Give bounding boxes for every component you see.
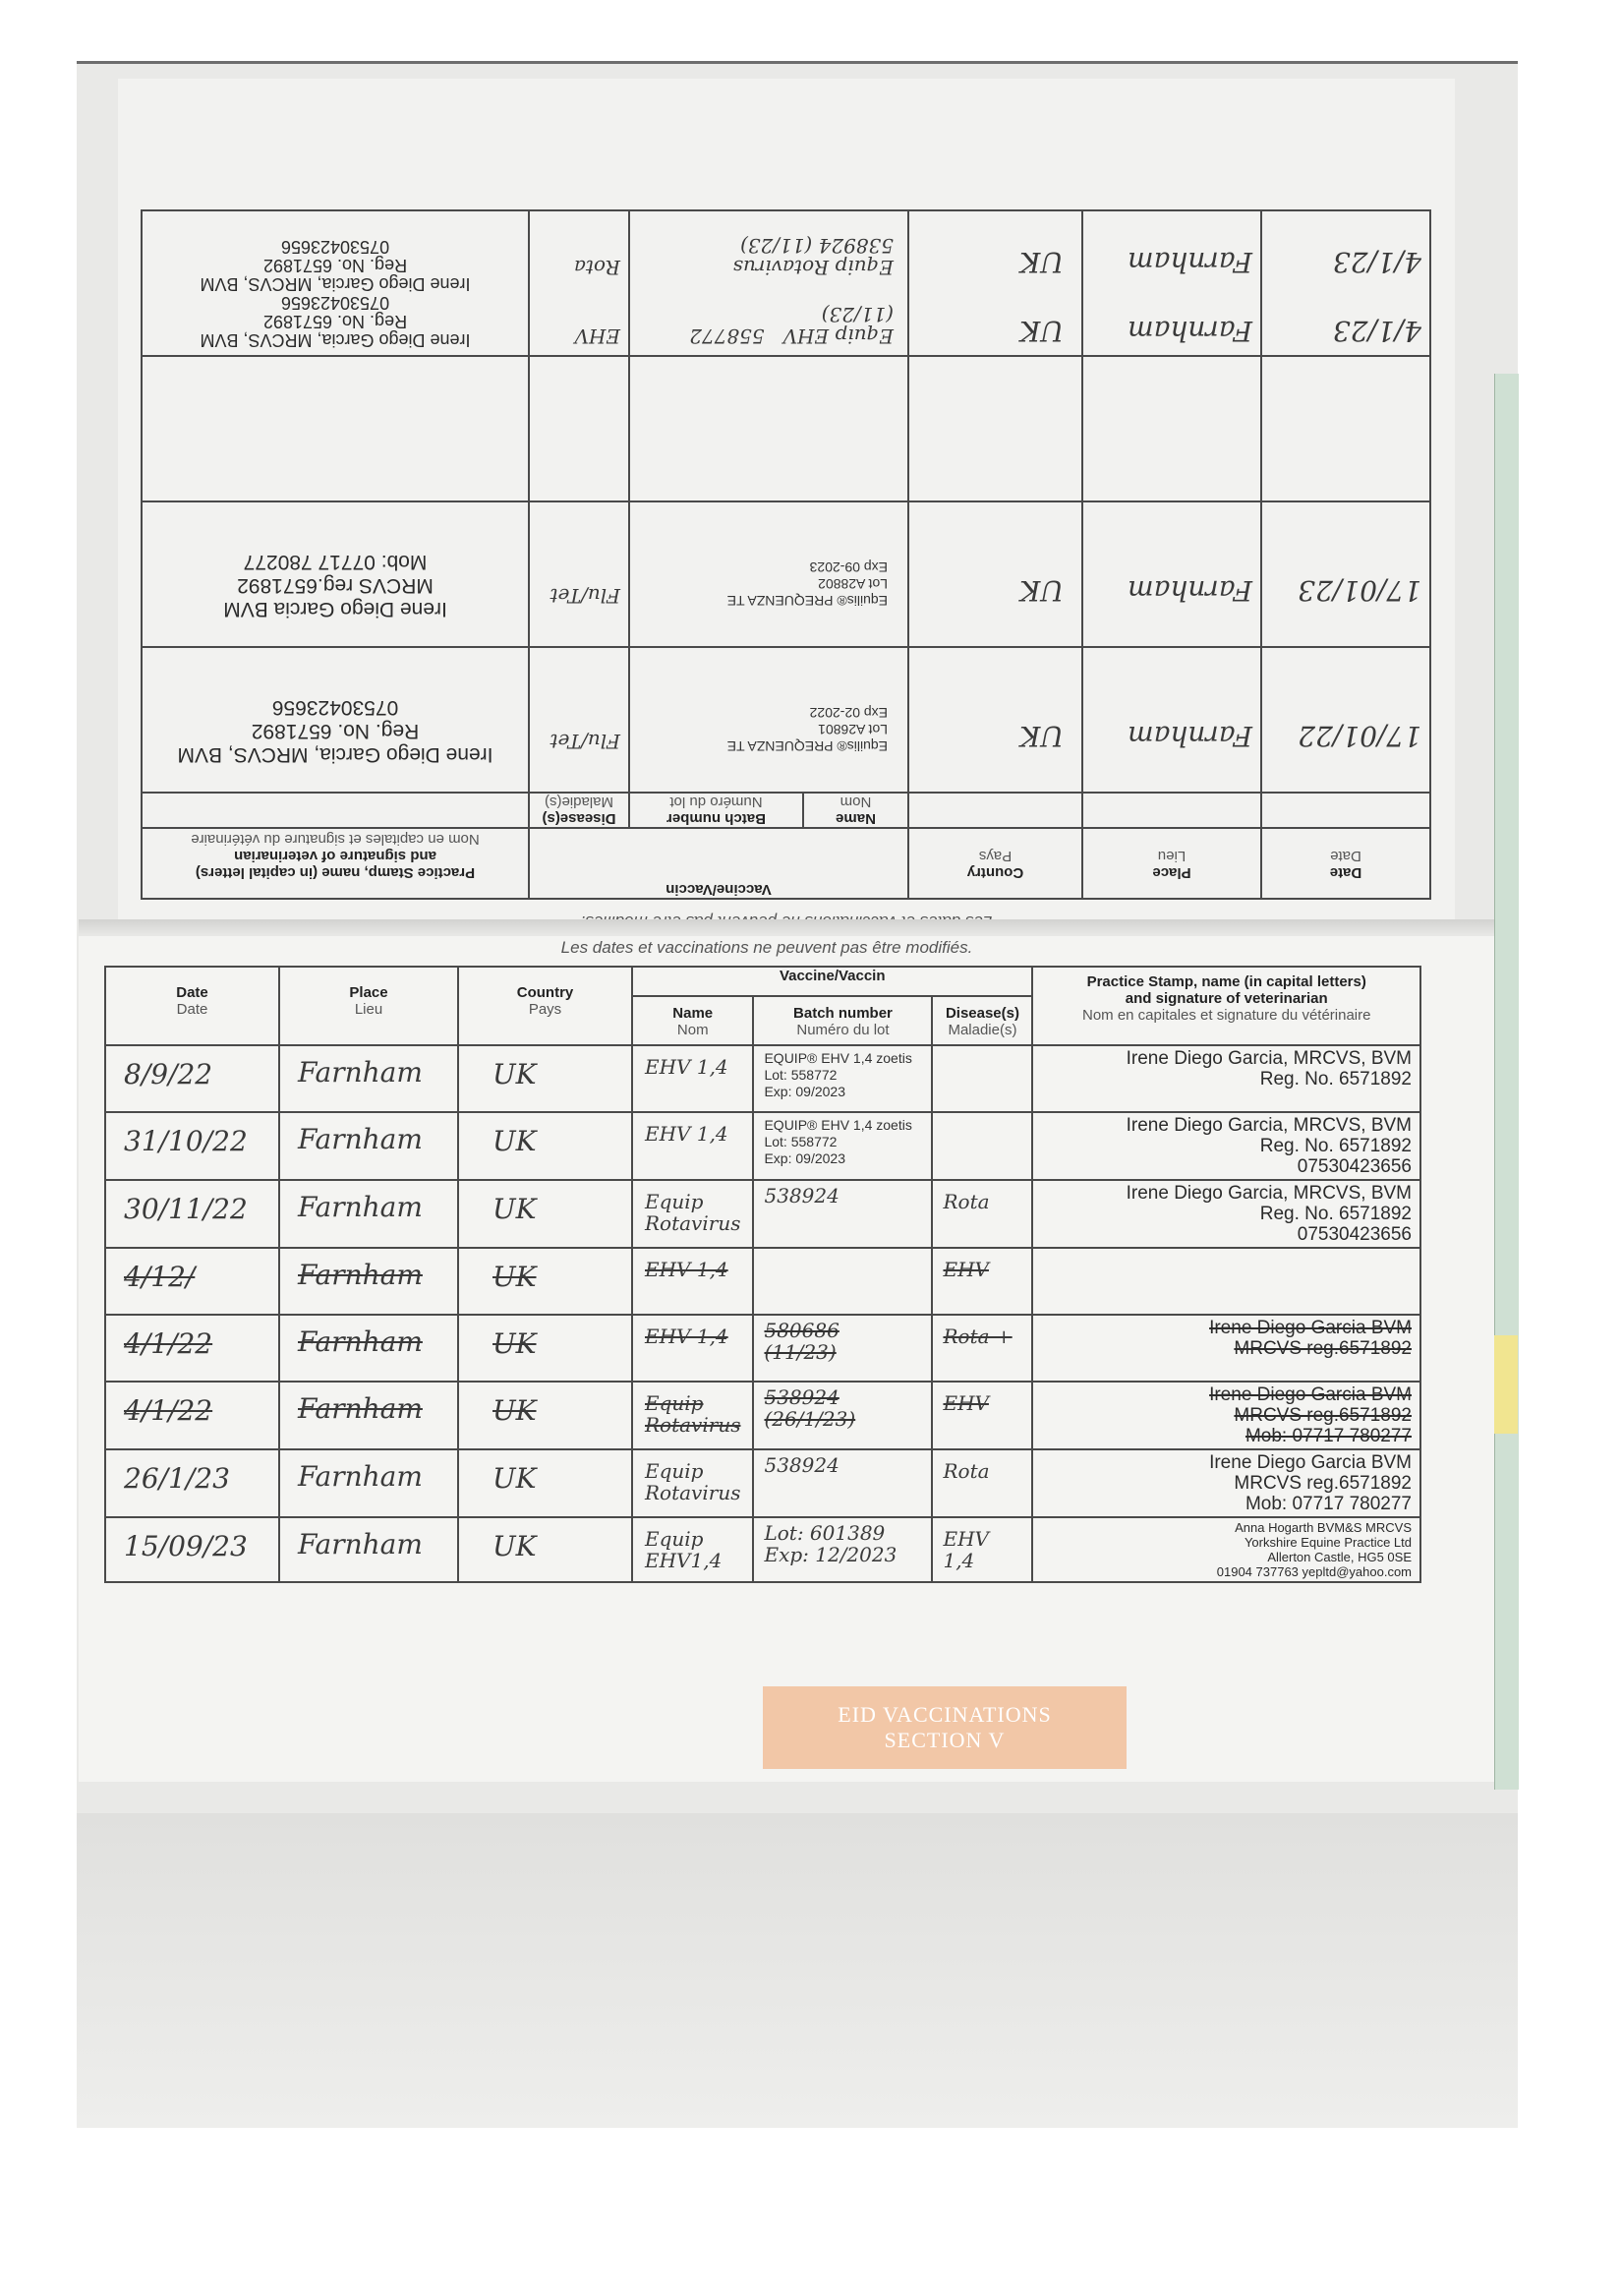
vet-stamp: Irene Diego Garcia, MRCVS, BVM Reg. No. 6571892 07530423656 (142, 647, 529, 793)
col-batch: Batch number Numéro du lot (629, 793, 803, 828)
col-date: Date Date (105, 967, 279, 1045)
batch-line: Exp: 09/2023 (764, 1150, 845, 1166)
col-place: Place Lieu (1082, 828, 1261, 899)
lower-rows (105, 1045, 1420, 1582)
scan-background (77, 1813, 1518, 2128)
upper-rows (142, 210, 1430, 793)
col-disease: Disease(s) Maladie(s) (529, 793, 629, 828)
lower-vaccination-table (104, 966, 1421, 1583)
table-row: 15/09/23 Farnham UK Equip EHV1,4 Lot: 601389 Exp: 12/2023 EHV 1,4 Anna Hogarth BVM&S MRCVS Yorkshire Equine Practice Ltd Allerton Castle, HG5 0SE 01904 737763 yepltd@yahoo.com (105, 1517, 1420, 1582)
col-country: Country Pays (908, 828, 1082, 899)
vet-stamp: Irene Diego Garcia, MRCVS, BVM Reg. No. 6571892 07530423656 (1032, 1112, 1420, 1180)
batch-line: EQUIP® EHV 1,4 zoetis (764, 1050, 912, 1066)
table-row-empty (142, 356, 1430, 501)
exp-value: 02-2022 (809, 705, 860, 721)
lot-value: A28802 (818, 576, 866, 592)
vet-stamp: Irene Diego Garcia BVM MRCVS reg.6571892 Mob: 07717 780277 (1032, 1382, 1420, 1449)
col-vaccine: Vaccine/Vaccin (529, 828, 908, 899)
batch-line: Lot: 558772 (764, 1134, 838, 1149)
upper-vaccination-table (141, 209, 1431, 900)
table-row: 26/1/23 Farnham UK Equip Rotavirus 538924 Rota Irene Diego Garcia BVM MRCVS reg.6571892 Mob: 07717 780277 (105, 1449, 1420, 1517)
col-vaccine: Vaccine/Vaccin (632, 967, 1032, 996)
exp-value: 09-2023 (809, 559, 860, 575)
batch-line: 538924 (764, 1184, 839, 1207)
table-row: 4/12/ Farnham UK EHV 1,4 EHV (105, 1248, 1420, 1315)
batch-line: Exp: 12/2023 (764, 1543, 897, 1566)
table-row: 17/01/22 Farnham UK Equilis® PREQUENZA TE Lot A26801 Exp 02-2022 Flu/Tet Irene Diego Garcia, MRCVS, BVM Reg. No. 6571892 07530423656 (142, 647, 1430, 793)
batch-line: Lot: 601389 (764, 1521, 886, 1545)
batch-line: Exp: 09/2023 (764, 1084, 845, 1099)
vet-stamp: Irene Diego Garcia BVM MRCVS reg.6571892 Mob: 07717 780277 (142, 501, 529, 647)
col-batch: Batch number Numéro du lot (753, 996, 932, 1045)
col-country: Country Pays (458, 967, 632, 1045)
upper-page (118, 79, 1455, 919)
table-row: 4/1/23 4/1/23 Farnham Farnham UK UK Equip EHV 558772 (11/23) Equip Rotavirus 538924 (11/23) EHV Rota Irene Diego Garcia, MRCVS, BVM Reg. No. 6571892 07530423656 Irene Diego Garcia, MRCVS, BVM Reg. No. 6571892 07530423656 (142, 210, 1430, 356)
batch-line: 538924 (26/1/23) (764, 1385, 856, 1431)
section-banner: EID VACCINATIONS SECTION V (763, 1686, 1127, 1769)
vet-stamp: Irene Diego Garcia, MRCVS, BVM Reg. No. 6571892 07530423656 Irene Diego Garcia, MRCVS, BVM Reg. No. 6571892 07530423656 (142, 210, 529, 356)
vet-stamp: Irene Diego Garcia BVM MRCVS reg.6571892 Mob: 07717 780277 (1032, 1449, 1420, 1517)
col-name: Name Nom (632, 996, 753, 1045)
table-row: 17/01/23 Farnham UK Equilis® PREQUENZA TE Lot A28802 Exp 09-2023 Flu/Tet Irene Diego Garcia BVM MRCVS reg.6571892 Mob: 07717 780277 (142, 501, 1430, 647)
vaccine-label: Equilis® PREQUENZA TE (726, 738, 888, 754)
col-date: Date Date (1261, 828, 1430, 899)
passport-cover-edge (1494, 374, 1519, 1790)
vet-stamp (1032, 1248, 1420, 1315)
col-name: Name Nom (803, 793, 908, 828)
batch-line: 580686 (764, 1319, 839, 1342)
col-stamp: Practice Stamp, name (in capital letters) and signature of veterinarian Nom en capitales et signature du vétérinaire (1032, 967, 1420, 1045)
lot-value: A26801 (818, 722, 866, 737)
batch-line: Lot: 558772 (764, 1067, 838, 1083)
col-place: Place Lieu (279, 967, 458, 1045)
col-disease: Disease(s) Maladie(s) (932, 996, 1032, 1045)
col-stamp: Practice Stamp, name (in capital letters) and signature of veterinarian Nom en capitales et signature du vétérinaire (142, 828, 529, 899)
batch-line: 538924 (764, 1453, 839, 1477)
vaccine-label: Equilis® PREQUENZA TE (726, 593, 888, 609)
vet-stamp: Irene Diego Garcia, MRCVS, BVM Reg. No. 6571892 07530423656 (1032, 1180, 1420, 1248)
table-row: 30/11/22 Farnham UK Equip Rotavirus 538924 Rota Irene Diego Garcia, MRCVS, BVM Reg. No. 6571892 07530423656 (105, 1180, 1420, 1248)
vet-stamp: Anna Hogarth BVM&S MRCVS Yorkshire Equine Practice Ltd Allerton Castle, HG5 0SE 01904 737763 yepltd@yahoo.com (1032, 1517, 1420, 1582)
batch-line: (11/23) (764, 1340, 837, 1364)
table-row: 4/1/22 Farnham UK Equip Rotavirus 538924 (26/1/23) EHV Irene Diego Garcia BVM MRCVS reg.6571892 Mob: 07717 780277 (105, 1382, 1420, 1449)
vet-stamp: Irene Diego Garcia BVM MRCVS reg.6571892 (1032, 1315, 1420, 1382)
table-row: 4/1/22 Farnham UK EHV 1,4 580686 (11/23) Rota + Irene Diego Garcia BVM MRCVS reg.6571892 (105, 1315, 1420, 1382)
notice-text-fr: Les dates et vaccinations ne peuvent pas être modifiés. (560, 938, 973, 957)
table-row: 8/9/22 Farnham UK EHV 1,4 EQUIP® EHV 1,4 zoetis Lot: 558772 Exp: 09/2023 Irene Diego Garcia, MRCVS, BVM Reg. No. 6571892 (105, 1045, 1420, 1112)
vet-stamp: Irene Diego Garcia, MRCVS, BVM Reg. No. 6571892 (1032, 1045, 1420, 1112)
table-row: 31/10/22 Farnham UK EHV 1,4 EQUIP® EHV 1,4 zoetis Lot: 558772 Exp: 09/2023 Irene Diego Garcia, MRCVS, BVM Reg. No. 6571892 07530423656 (105, 1112, 1420, 1180)
lower-page (79, 936, 1494, 1782)
batch-line: EQUIP® EHV 1,4 zoetis (764, 1117, 912, 1133)
